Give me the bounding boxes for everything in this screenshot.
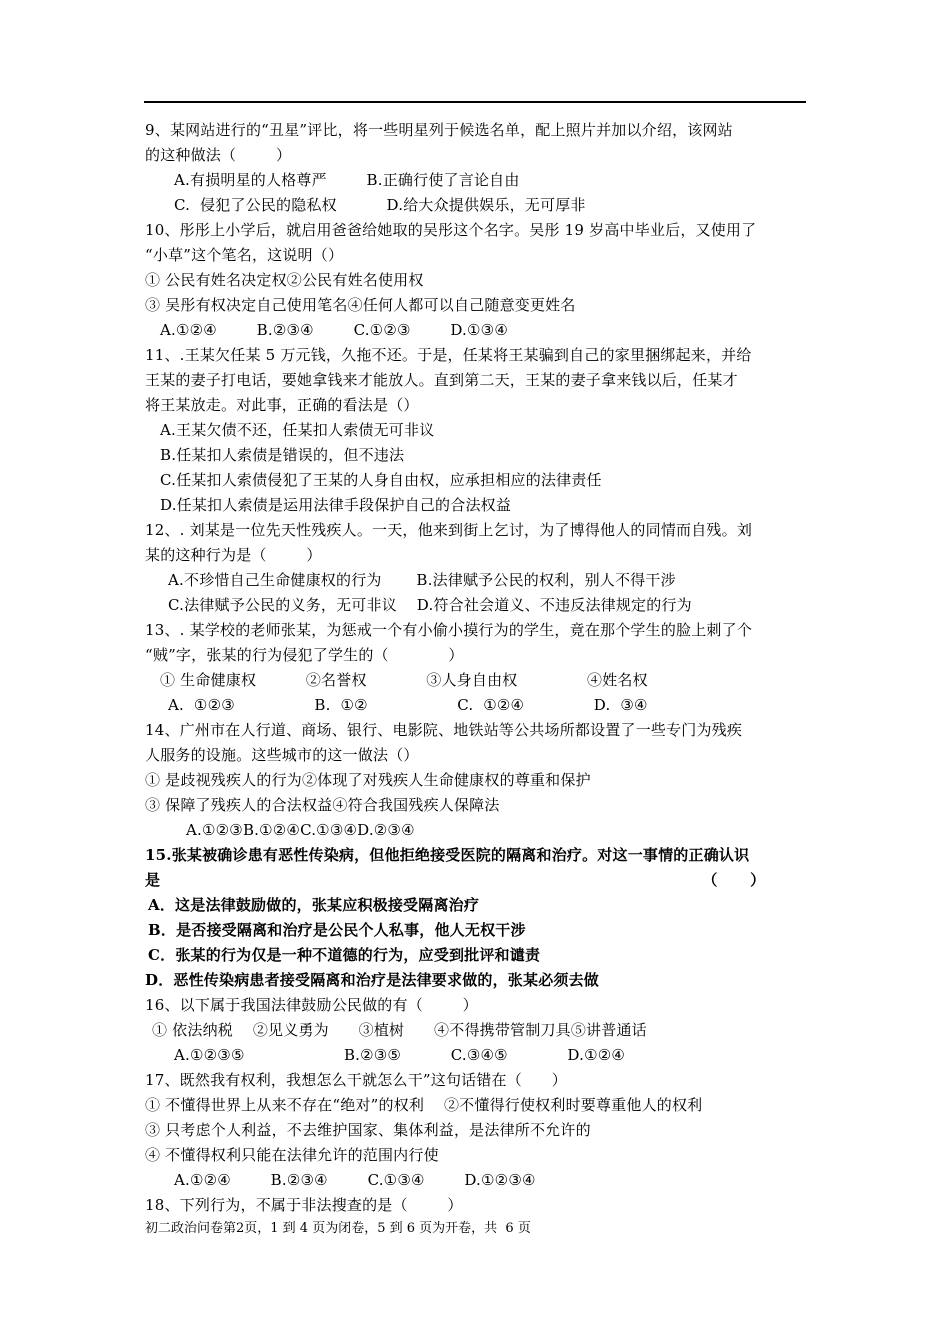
q11-option-a: A.王某欠债不还，任某扣人索债无可非议 [160,421,435,439]
q17-options: A.①②④ B.②③④ C.①③④ D.①②③④ [174,1171,536,1189]
q12-options-line1: A.不珍惜自己生命健康权的行为 B.法律赋予公民的权利，别人不得干涉 [168,571,676,589]
q12-stem-line1: 12、. 刘某是一位先天性残疾人。一天，他来到街上乞讨，为了博得他人的同情而自残。刘 [145,521,753,539]
q18-stem: 18、下列行为，不属于非法搜查的是（ ） [145,1196,463,1214]
q9-stem-line1: 9、某网站进行的“丑星”评比，将一些明星列于候选名单，配上照片并加以介绍，该网站 [145,121,733,139]
q17-statement-line3: ④ 不懂得权利只能在法律允许的范围内行使 [145,1146,439,1164]
header-rule [144,101,806,103]
q17-stem: 17、既然我有权利，我想怎么干就怎么干”这句话错在（ ） [145,1071,567,1089]
q11-stem-line2: 王某的妻子打电话，要她拿钱来才能放人。直到第二天，王某的妻子拿来钱以后，任某才 [145,371,738,389]
q12-options-line2: C.法律赋予公民的义务，无可非议 D.符合社会道义、不违反法律规定的行为 [168,596,692,614]
q15-stem-line2: 是 （ ） [145,871,766,889]
q13-statements: ① 生命健康权 ②名誉权 ③人身自由权 ④姓名权 [160,671,648,689]
page-footer: 初二政治问卷第2页，1 到 4 页为闭卷，5 到 6 页为开卷，共 6 页 [145,1221,531,1236]
q17-statement-line2: ③ 只考虑个人利益，不去维护国家、集体利益，是法律所不允许的 [145,1121,591,1139]
q15-option-d: D．恶性传染病患者接受隔离和治疗是法律要求做的，张某必须去做 [145,971,600,989]
q12-stem-line2: 某的这种行为是（ ） [145,546,322,564]
q10-statement-line2: ③ 吴彤有权决定自己使用笔名④任何人都可以自己随意变更姓名 [145,296,576,314]
q9-stem-line2: 的这种做法（ ） [145,146,292,164]
q16-stem: 16、以下属于我国法律鼓励公民做的有（ ） [145,996,478,1014]
q15-option-c: C．张某的行为仅是一种不道德的行为，应受到批评和谴责 [148,946,541,964]
q14-statement-line2: ③ 保障了残疾人的合法权益④符合我国残疾人保障法 [145,796,500,814]
q9-options-line2: C. 侵犯了公民的隐私权 D.给大众提供娱乐，无可厚非 [174,196,586,214]
q10-options: A.①②④ B.②③④ C.①②③ D.①③④ [160,321,508,339]
q13-options: A. ①②③ B. ①② C. ①②④ D. ③④ [168,696,648,714]
q11-option-b: B.任某扣人索债是错误的，但不违法 [160,446,405,464]
q14-statement-line1: ① 是歧视残疾人的行为②体现了对残疾人生命健康权的尊重和保护 [145,771,591,789]
q15-option-a: A．这是法律鼓励做的，张某应积极接受隔离治疗 [148,896,480,914]
q11-stem-line3: 将王某放走。对此事，正确的看法是（） [145,396,419,414]
q10-stem-line1: 10、彤彤上小学后，就启用爸爸给她取的吴彤这个名字。吴彤 19 岁高中毕业后，又使用了 [145,221,757,239]
q15-option-b: B．是否接受隔离和治疗是公民个人私事，他人无权干涉 [148,921,526,939]
q16-options: A.①②③⑤ B.②③⑤ C.③④⑤ D.①②④ [174,1046,626,1064]
q10-stem-line2: “小草”这个笔名，这说明（） [145,246,344,264]
q11-option-c: C.任某扣人索债侵犯了王某的人身自由权，应承担相应的法律责任 [160,471,602,489]
q11-option-d: D.任某扣人索债是运用法律手段保护自己的合法权益 [160,496,512,514]
q14-stem-line1: 14、广州市在人行道、商场、银行、电影院、地铁站等公共场所都设置了一些专门为残疾 [145,721,743,739]
q13-stem-line2: “贼”字，张某的行为侵犯了学生的（ ） [145,646,464,664]
q13-stem-line1: 13、. 某学校的老师张某，为惩戒一个有小偷小摸行为的学生，竟在那个学生的脸上刺了个 [145,621,753,639]
q16-statements: ① 依法纳税 ②见义勇为 ③植树 ④不得携带管制刀具⑤讲普通话 [152,1021,647,1039]
q11-stem-line1: 11、.王某欠任某 5 万元钱，久拖不还。于是，任某将王某骗到自己的家里捆绑起来，并给 [145,346,752,364]
q15-stem-line1: 15.张某被确诊患有恶性传染病，但他拒绝接受医院的隔离和治疗。对这一事情的正确认识 [145,846,750,864]
q9-options-line1: A.有损明星的人格尊严 B.正确行使了言论自由 [174,171,520,189]
q17-statement-line1: ① 不懂得世界上从来不存在“绝对”的权利 ②不懂得行使权利时要尊重他人的权利 [145,1096,703,1114]
q14-stem-line2: 人服务的设施。这些城市的这一做法（） [145,746,419,764]
q14-options: A.①②③B.①②④C.①③④D.②③④ [186,821,415,839]
q10-statement-line1: ① 公民有姓名决定权②公民有姓名使用权 [145,271,424,289]
